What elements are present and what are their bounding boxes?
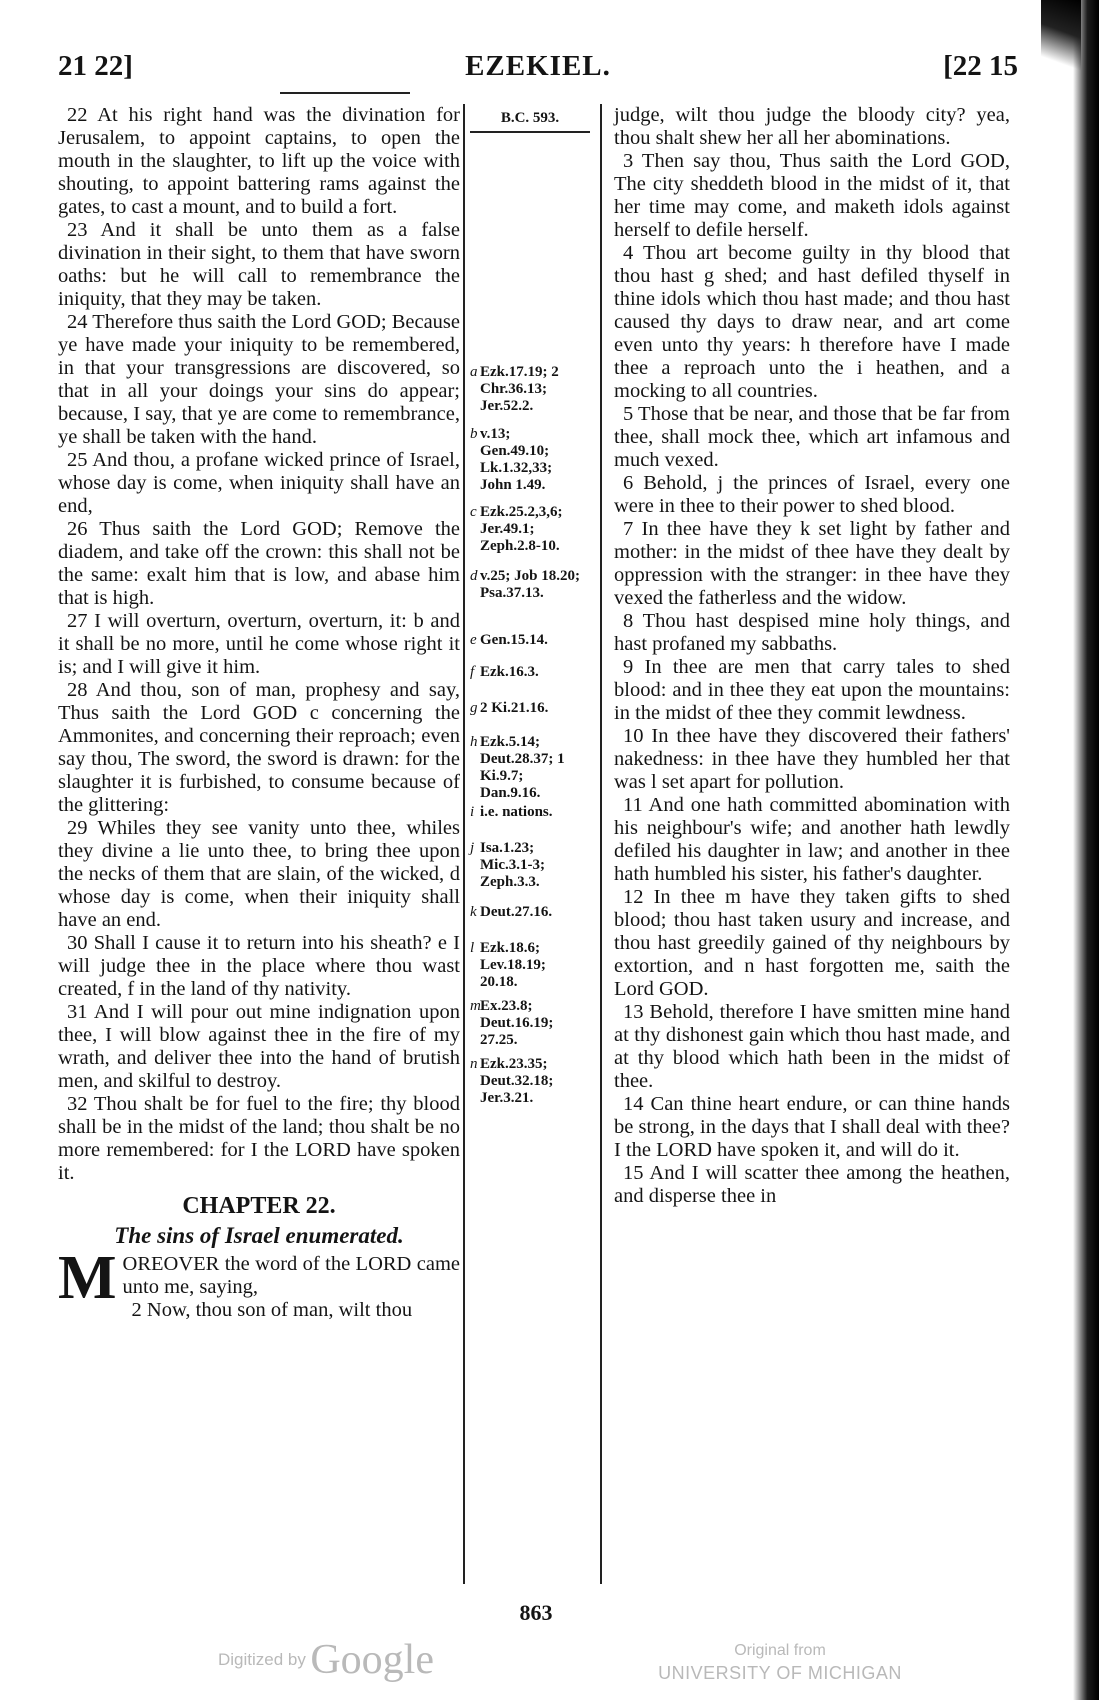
column-divider-right bbox=[600, 104, 602, 1584]
margin-note: h Ezk.5.14; Deut.28.37; 1 Ki.9.7; Dan.9.16. bbox=[470, 734, 565, 801]
header-right: [22 15 bbox=[943, 50, 1018, 82]
verse-paragraph: 24 Therefore thus saith the Lord GOD; Because ye have made your iniquity to be remembered, in that your transgressions are discovered, so that in all your doings your sins do appear; because, I say, that ye are come to remembrance, ye shall be taken with the hand. bbox=[58, 311, 460, 448]
original-from-watermark bbox=[650, 1640, 910, 1684]
verse-paragraph: 28 And thou, son of man, prophesy and say, Thus saith the Lord GOD c concerning the Ammonites, and concerning their reproach; even say thou, The sword, the sword is drawn: for the slaughter it is furbished, to consume because of the glittering: bbox=[58, 679, 460, 816]
verse-paragraph: 22 At his right hand was the divination for Jerusalem, to appoint captains, to open the mouth in the slaughter, to lift up the voice with shouting, to appoint battering rams against the gates, to cast a mount, and to build a fort. bbox=[58, 104, 460, 218]
right-column bbox=[614, 104, 1010, 1208]
digitized-by-text: Digitized by bbox=[218, 1650, 306, 1669]
margin-note: l Ezk.18.6; Lev.18.19; 20.18. bbox=[470, 940, 546, 990]
margin-note: j Isa.1.23; Mic.3.1-3; Zeph.3.3. bbox=[470, 840, 545, 890]
verse-paragraph: 12 In thee m have they taken gifts to shed blood; thou hast taken usury and increase, and thou hast greedily gained of thy neighbours by extortion, and n hast forgotten me, saith the Lord GOD. bbox=[614, 886, 1010, 1000]
university-text: UNIVERSITY OF MICHIGAN bbox=[658, 1663, 902, 1683]
margin-note: d v.25; Job 18.20; Psa.37.13. bbox=[470, 568, 581, 601]
verse-paragraph: 29 Whiles they see vanity unto thee, whiles they divine a lie unto thee, to bring thee upon the necks of them that are slain, of the wicked, d whose day is come, when their iniquity shall have an end. bbox=[58, 817, 460, 931]
margin-note: g 2 Ki.21.16. bbox=[470, 700, 549, 716]
margin-note: f Ezk.16.3. bbox=[470, 664, 539, 680]
verse-paragraph: 31 And I will pour out mine indignation upon thee, I will blow against thee in the fire of my wrath, and deliver thee into the hand of brutish men, and skilful to destroy. bbox=[58, 1001, 460, 1092]
verse-paragraph: 30 Shall I cause it to return into his sheath? e I will judge thee in the place where thou wast created, f in the land of thy nativity. bbox=[58, 932, 460, 1000]
margin-note: n Ezk.23.35; Deut.32.18; Jer.3.21. bbox=[470, 1056, 554, 1106]
page-corner-shadow bbox=[1041, 0, 1081, 80]
header-left: 21 22] bbox=[58, 50, 133, 82]
original-from-text: Original from bbox=[734, 1642, 826, 1659]
verse-paragraph: 13 Behold, therefore I have smitten mine hand at thy dishonest gain which thou hast made, and at thy blood which hath been in the midst of thee. bbox=[614, 1001, 1010, 1092]
google-logo: Google bbox=[310, 1637, 434, 1683]
verse-paragraph: judge, wilt thou judge the bloody city? yea, thou shalt shew her all her abominations. bbox=[614, 104, 1010, 149]
running-header bbox=[58, 50, 1018, 90]
column-divider-left bbox=[463, 104, 465, 1584]
verse-paragraph: 26 Thus saith the Lord GOD; Remove the diadem, and take off the crown: this shall not be the same: exalt him that is low, and abase him that is high. bbox=[58, 518, 460, 609]
digitized-by-watermark bbox=[218, 1636, 434, 1684]
margin-note: c Ezk.25.2,3,6; Jer.49.1; Zeph.2.8-10. bbox=[470, 504, 563, 554]
verse-paragraph: 9 In thee are men that carry tales to shed blood: and in thee they eat upon the mountains: in the midst of thee they commit lewdness. bbox=[614, 656, 1010, 724]
verse-paragraph: 32 Thou shalt be for fuel to the fire; thy blood shall be in the midst of the land; thou shalt be no more remembered: for I the LORD have spoken it. bbox=[58, 1093, 460, 1184]
drop-cap: M bbox=[58, 1244, 117, 1312]
opening-text: OREOVER the word of the LORD came unto me, saying, bbox=[122, 1253, 460, 1298]
margin-note: e Gen.15.14. bbox=[470, 632, 548, 648]
margin-note: i i.e. nations. bbox=[470, 804, 553, 820]
margin-note: k Deut.27.16. bbox=[470, 904, 553, 920]
verse-paragraph: 10 In thee have they discovered their fathers' nakedness: in thee have they humbled her that was l set apart for pollution. bbox=[614, 725, 1010, 793]
verse-paragraph: 27 I will overturn, overturn, overturn, it: b and it shall be no more, until he come whose right it is; and I will give it him. bbox=[58, 610, 460, 678]
page-edge-shadow bbox=[1073, 0, 1099, 1700]
verse-paragraph: 6 Behold, j the princes of Israel, every one were in thee to their power to shed blood. bbox=[614, 472, 1010, 517]
verse-paragraph: 23 And it shall be unto them as a false divination in their sight, to them that have sworn oaths: but he will call to remembrance the iniquity, that they may be taken. bbox=[58, 219, 460, 310]
margin-note: mEx.23.8; Deut.16.19; 27.25. bbox=[470, 998, 554, 1048]
header-rule bbox=[280, 92, 410, 94]
verse-paragraph: 4 Thou art become guilty in thy blood that thou hast g shed; and hast defiled thyself in thine idols which thou hast made; and thou hast caused thy days to draw near, and art come even unto thy years: h therefore have I made thee a reproach unto the i heathen, and a mocking to all countries. bbox=[614, 242, 1010, 402]
center-margin bbox=[466, 104, 594, 1106]
verse-paragraph: 25 And thou, a profane wicked prince of Israel, whose day is come, when iniquity shall have an end, bbox=[58, 449, 460, 517]
verse-paragraph: 8 Thou hast despised mine holy things, and hast profaned my sabbaths. bbox=[614, 610, 1010, 655]
verse-paragraph: 2 Now, thou son of man, wilt thou bbox=[131, 1299, 413, 1321]
verse-paragraph: 5 Those that be near, and those that be far from thee, shall mock thee, which art infamous and much vexed. bbox=[614, 403, 1010, 471]
verse-paragraph: 11 And one hath committed abomination with his neighbour's wife; and another hath lewdly defiled his daughter in law; and another in thee hath humbled his sister, his father's daughter. bbox=[614, 794, 1010, 885]
chapter-heading: CHAPTER 22. bbox=[182, 1193, 336, 1219]
margin-note: b v.13; Gen.49.10; Lk.1.32,33; John 1.49. bbox=[470, 426, 553, 493]
left-column bbox=[58, 104, 460, 1322]
header-title: EZEKIEL. bbox=[465, 50, 611, 82]
verse-paragraph: 3 Then say thou, Thus saith the Lord GOD, The city sheddeth blood in the midst of it, that her time may come, and maketh idols against herself to defile herself. bbox=[614, 150, 1010, 241]
margin-note: a Ezk.17.19; 2 Chr.36.13; Jer.52.2. bbox=[470, 364, 559, 414]
verse-paragraph: 7 In thee have they k set light by father and mother: in the midst of thee have they dealt by oppression with the stranger: in thee have they vexed the fatherless and the widow. bbox=[614, 518, 1010, 609]
margin-date: B.C. 593. bbox=[470, 104, 590, 133]
chapter-subtitle: The sins of Israel enumerated. bbox=[114, 1223, 404, 1248]
verse-paragraph: 14 Can thine heart endure, or can thine hands be strong, in the days that I shall deal with thee? I the LORD have spoken it, and will do it. bbox=[614, 1093, 1010, 1161]
page-number: 863 bbox=[519, 1600, 553, 1625]
verse-paragraph: 15 And I will scatter thee among the heathen, and disperse thee in bbox=[614, 1162, 1010, 1207]
